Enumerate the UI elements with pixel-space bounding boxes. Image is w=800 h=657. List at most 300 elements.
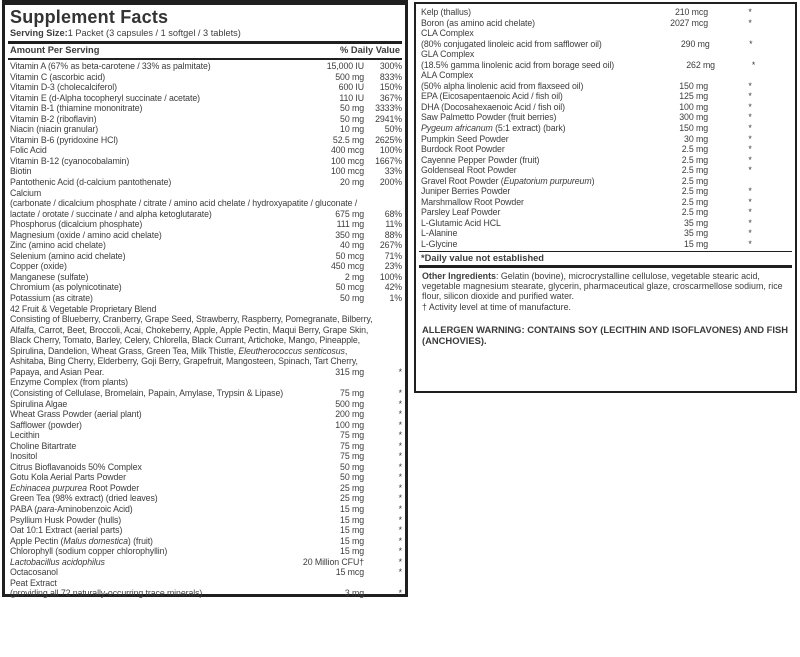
nutrient-amount	[368, 325, 391, 336]
nutrient-amount: 315 mg	[335, 366, 364, 377]
nutrient-name: 42 Fruit & Vegetable Proprietary Blend	[10, 303, 157, 314]
nutrient-row	[419, 91, 792, 102]
nutrient-daily-value: *	[398, 419, 402, 430]
nutrient-row	[8, 198, 402, 209]
nutrient-row	[419, 239, 792, 250]
nutrient-daily-value: *	[398, 430, 402, 441]
nutrient-row	[8, 536, 402, 547]
nutrient-name: Gotu Kola Aerial Parts Powder	[10, 472, 126, 483]
nutrient-daily-value	[708, 176, 792, 187]
nutrient-row	[8, 240, 402, 251]
nutrient-amount: 350 mg	[335, 229, 364, 240]
nutrient-daily-value: *	[398, 451, 402, 462]
nutrient-row	[8, 451, 402, 462]
nutrient-amount: 40 mg	[340, 240, 364, 251]
nutrient-daily-value	[384, 346, 402, 357]
nutrient-row	[8, 145, 402, 156]
nutrient-amount: 111 mg	[336, 219, 364, 230]
nutrient-amount: 2.5 mg	[681, 207, 708, 218]
nutrient-name: Goldenseal Root Powder	[421, 165, 517, 176]
nutrient-row	[8, 472, 402, 483]
nutrient-name: L-Glycine	[421, 239, 458, 250]
nutrient-row	[8, 177, 402, 188]
nutrient-row	[8, 493, 402, 504]
nutrient-name: Boron (as amino acid chelate)	[421, 17, 535, 28]
nutrient-daily-value: 71%	[384, 250, 402, 261]
nutrient-row	[419, 49, 792, 60]
nutrient-amount: 25 mg	[340, 493, 364, 504]
nutrient-amount	[347, 346, 384, 357]
nutrient-amount: 300 mg	[679, 112, 708, 123]
nutrient-name: Green Tea (98% extract) (dried leaves)	[10, 493, 158, 504]
nutrient-name: Marshmallow Root Powder	[421, 196, 524, 207]
nutrient-row	[8, 409, 402, 420]
nutrient-name: Oat 10:1 Extract (aerial parts)	[10, 525, 123, 536]
nutrient-amount: 2 mg	[344, 271, 364, 282]
nutrient-amount: 50 mcg	[335, 282, 364, 293]
nutrient-daily-value	[388, 335, 402, 346]
nutrient-amount: 50 mg	[340, 472, 364, 483]
nutrient-amount	[286, 578, 364, 589]
nutrient-row	[8, 304, 402, 315]
nutrient-amount	[598, 28, 708, 39]
nutrient-daily-value: 150%	[379, 82, 402, 93]
nutrient-amount: 2.5 mg	[681, 175, 708, 186]
nutrient-daily-value: *	[398, 472, 402, 483]
nutrient-amount: 100 mg	[679, 101, 708, 112]
nutrient-daily-value: *	[748, 144, 752, 155]
nutrient-amount: 2.5 mg	[681, 144, 708, 155]
nutrient-row	[419, 218, 792, 229]
nutrient-amount	[357, 198, 387, 209]
nutrient-row	[8, 420, 402, 431]
nutrient-daily-value: *	[748, 228, 752, 239]
daily-value-footnote: *Daily value not established	[419, 251, 792, 268]
other-ingredients-text: : Gelatin (bovine), microcrystalline cellulose, vegetable stearic acid, vegetable magnesium stearate, glycerin, pharmaceutical glaze, croscarmellose sodium, rice flour, silicon dioxide and purified water.	[422, 270, 783, 302]
nutrient-name: Safflower (powder)	[10, 419, 82, 430]
nutrient-daily-value: *	[398, 588, 402, 599]
nutrient-row	[8, 135, 402, 146]
nutrient-row	[8, 515, 402, 526]
nutrient-daily-value	[364, 377, 402, 388]
nutrient-row	[419, 28, 792, 39]
nutrient-daily-value: *	[398, 461, 402, 472]
nutrient-daily-value: 33%	[384, 166, 402, 177]
nutrient-name: Burdock Root Powder	[421, 144, 505, 155]
nutrient-amount: 2.5 mg	[681, 154, 708, 165]
nutrient-name: Magnesium (oxide / amino acid chelate)	[10, 229, 162, 240]
nutrient-daily-value: *	[748, 207, 752, 218]
nutrient-name: Vitamin E (d-Alpha tocopheryl succinate / acetate)	[10, 92, 200, 103]
panel-title: Supplement Facts	[10, 7, 169, 27]
nutrient-daily-value: 88%	[384, 229, 402, 240]
nutrient-daily-value	[391, 325, 402, 336]
nutrient-row	[8, 72, 402, 83]
nutrient-row	[419, 165, 792, 176]
nutrient-row	[8, 356, 402, 367]
nutrient-row	[8, 61, 402, 72]
nutrient-amount: 500 mg	[335, 71, 364, 82]
other-ingredients	[419, 271, 792, 302]
nutrient-daily-value: *	[748, 154, 752, 165]
nutrient-daily-value: 11%	[385, 219, 402, 230]
nutrient-daily-value	[364, 188, 402, 199]
nutrient-daily-value: 1667%	[375, 155, 402, 166]
nutrient-name: Juniper Berries Powder	[421, 186, 511, 197]
nutrient-row	[419, 60, 792, 71]
nutrient-name: Chromium (as polynicotinate)	[10, 282, 122, 293]
nutrient-row	[419, 123, 792, 134]
nutrient-daily-value: 367%	[379, 92, 402, 103]
nutrient-row	[8, 282, 402, 293]
nutrient-daily-value: 42%	[384, 282, 402, 293]
nutrient-row	[419, 18, 792, 29]
nutrient-daily-value	[708, 28, 792, 39]
nutrient-amount: 75 mg	[340, 430, 364, 441]
column-headers	[8, 44, 402, 60]
nutrient-name: Vitamin B-2 (riboflavin)	[10, 113, 97, 124]
nutrient-name: ALA Complex	[421, 70, 474, 81]
nutrient-amount: 2.5 mg	[681, 196, 708, 207]
nutrient-amount: 75 mg	[340, 387, 364, 398]
amount-per-serving-header: Amount Per Serving	[10, 45, 100, 55]
nutrient-row	[8, 567, 402, 578]
nutrient-name: Lecithin	[10, 430, 40, 441]
nutrient-amount: 2.5 mg	[681, 165, 708, 176]
nutrient-row	[8, 346, 402, 357]
nutrient-row	[8, 504, 402, 515]
nutrient-row	[419, 207, 792, 218]
nutrient-name: Vitamin D-3 (cholecalciferol)	[10, 82, 117, 93]
nutrient-daily-value: *	[748, 196, 752, 207]
nutrient-amount: 20 mg	[340, 177, 364, 188]
nutrient-name: EPA (Eicosapentaenoic Acid / fish oil)	[421, 91, 563, 102]
nutrient-row	[8, 525, 402, 536]
allergen-warning: ALLERGEN WARNING: CONTAINS SOY (LECITHIN AND ISOFLAVONES) AND FISH (ANCHOVIES).	[422, 323, 788, 346]
nutrient-amount	[598, 49, 708, 60]
nutrient-amount: 75 mg	[340, 451, 364, 462]
nutrient-row	[419, 70, 792, 81]
nutrient-row	[8, 377, 402, 388]
nutrient-name: CLA Complex	[421, 28, 474, 39]
nutrient-daily-value	[364, 578, 402, 589]
nutrient-row	[8, 314, 402, 325]
nutrient-amount	[598, 70, 708, 81]
nutrient-daily-value: 23%	[384, 261, 402, 272]
nutrient-amount: 262 mg	[686, 59, 715, 70]
nutrient-row	[8, 82, 402, 93]
supplement-facts-panel-continued	[414, 2, 797, 393]
nutrient-daily-value: *	[749, 38, 753, 49]
nutrient-daily-value	[364, 304, 402, 315]
nutrient-daily-value: *	[748, 91, 752, 102]
nutrient-name: Copper (oxide)	[10, 261, 67, 272]
nutrient-daily-value: *	[748, 217, 752, 228]
nutrient-name: lactate / orotate / succinate / and alpha ketoglutarate)	[10, 208, 212, 219]
nutrient-name: Vitamin C (ascorbic acid)	[10, 71, 106, 82]
nutrient-daily-value: *	[398, 514, 402, 525]
nutrient-row	[419, 102, 792, 113]
nutrient-daily-value: *	[748, 165, 752, 176]
nutrient-row	[8, 325, 402, 336]
nutrient-amount: 290 mg	[680, 38, 710, 49]
nutrient-daily-value: 100%	[379, 145, 402, 156]
nutrient-row	[8, 388, 402, 399]
nutrient-amount: 675 mg	[335, 208, 364, 219]
nutrient-amount	[286, 377, 364, 388]
nutrient-row	[8, 103, 402, 114]
nutrient-name: Inositol	[10, 451, 38, 462]
nutrient-name: Spirulina Algae	[10, 398, 68, 409]
nutrient-name: Wheat Grass Powder (aerial plant)	[10, 409, 142, 420]
nutrient-name: L-Glutamic Acid HCL	[421, 217, 501, 228]
nutrient-name: Niacin (niacin granular)	[10, 124, 99, 135]
nutrient-row	[419, 155, 792, 166]
nutrient-daily-value: *	[748, 7, 752, 17]
nutrient-name: Black Cherry, Tomato, Barley, Celery, Chlorella, Black Currant, Artichoke, Mango, Pineapple,	[10, 335, 360, 346]
nutrient-row	[419, 197, 792, 208]
nutrient-daily-value: *	[748, 123, 752, 134]
nutrient-amount: 2.5 mg	[681, 186, 708, 197]
nutrient-name: Chlorophyll (sodium copper chlorophyllin)	[10, 546, 168, 557]
nutrient-daily-value: 2941%	[375, 113, 402, 124]
nutrient-row	[8, 557, 402, 568]
nutrient-amount: 400 mcg	[330, 145, 364, 156]
nutrient-daily-value: *	[748, 101, 752, 112]
nutrient-row	[8, 272, 402, 283]
serving-size-line	[8, 28, 402, 44]
nutrient-row	[8, 93, 402, 104]
nutrient-name: Consisting of Blueberry, Cranberry, Grape Seed, Strawberry, Raspberry, Pomegranate, Bilberry,	[10, 314, 373, 325]
nutrient-daily-value: 1%	[389, 293, 402, 304]
nutrient-daily-value: 267%	[379, 240, 402, 251]
nutrient-daily-value	[708, 70, 792, 81]
nutrient-name: Apple Pectin (Malus domestica) (fruit)	[10, 535, 153, 546]
nutrient-amount: 125 mg	[679, 91, 708, 102]
nutrient-amount: 25 mg	[340, 482, 364, 493]
nutrient-row	[419, 176, 792, 187]
nutrient-name: Kelp (thallus)	[421, 7, 471, 17]
nutrient-name: (80% conjugated linoleic acid from safflower oil)	[421, 38, 602, 49]
nutrient-row	[8, 578, 402, 589]
nutrient-amount: 100 mg	[335, 419, 364, 430]
nutrient-name: Vitamin B-6 (pyridoxine HCl)	[10, 134, 119, 145]
nutrient-daily-value: 50%	[384, 124, 402, 135]
nutrient-name: Zinc (amino acid chelate)	[10, 240, 106, 251]
nutrient-row	[419, 112, 792, 123]
nutrient-row	[419, 144, 792, 155]
nutrient-amount	[286, 188, 364, 199]
nutrient-row	[8, 483, 402, 494]
nutrient-name: Pumpkin Seed Powder	[421, 133, 509, 144]
nutrient-amount: 15 mg	[340, 546, 364, 557]
nutrient-name: Echinacea purpurea Root Powder	[10, 482, 140, 493]
nutrient-row	[8, 367, 402, 378]
nutrient-amount: 10 mg	[340, 124, 364, 135]
nutrient-name: L-Alanine	[421, 228, 458, 239]
nutrient-name: Biotin	[10, 166, 32, 177]
nutrient-daily-value	[387, 198, 402, 209]
nutrient-name: PABA (para-Aminobenzoic Acid)	[10, 503, 133, 514]
nutrient-name: Choline Bitartrate	[10, 440, 77, 451]
nutrient-row	[419, 81, 792, 92]
nutrient-row	[8, 546, 402, 557]
nutrient-amount: 15 mg	[340, 514, 364, 525]
nutrient-row	[8, 209, 402, 220]
nutrient-daily-value: 200%	[379, 177, 402, 188]
nutrient-name: Papaya, and Asian Pear.	[10, 366, 105, 377]
nutrient-daily-value: *	[398, 493, 402, 504]
nutrient-amount: 100 mcg	[330, 155, 364, 166]
nutrient-name: Folic Acid	[10, 145, 47, 156]
nutrient-name: Lactobacillus acidophilus	[10, 556, 105, 567]
nutrient-name: Parsley Leaf Powder	[421, 207, 501, 218]
nutrient-row	[8, 293, 402, 304]
nutrient-name: (18.5% gamma linolenic acid from borage seed oil)	[421, 59, 615, 70]
nutrient-amount: 150 mg	[679, 123, 708, 134]
nutrient-amount: 50 mg	[340, 113, 364, 124]
nutrient-daily-value: *	[748, 133, 752, 144]
other-ingredients-label: Other Ingredients	[422, 270, 496, 281]
nutrient-row	[8, 399, 402, 410]
nutrient-daily-value: *	[398, 482, 402, 493]
nutrient-amount: 15 mg	[340, 535, 364, 546]
nutrient-name: Potassium (as citrate)	[10, 293, 93, 304]
nutrient-amount: 110 IU	[339, 92, 364, 103]
nutrient-amount: 50 mg	[340, 103, 364, 114]
nutrient-daily-value: *	[398, 398, 402, 409]
nutrient-daily-value: 833%	[379, 71, 402, 82]
nutrient-name: Vitamin B-1 (thiamine mononitrate)	[10, 103, 143, 114]
nutrient-amount: 50 mcg	[335, 250, 364, 261]
nutrient-daily-value: 3333%	[375, 103, 402, 114]
nutrient-row	[8, 335, 402, 346]
nutrient-name: DHA (Docosahexaenoic Acid / fish oil)	[421, 101, 565, 112]
nutrient-name: Enzyme Complex (from plants)	[10, 377, 128, 388]
nutrient-daily-value: *	[748, 112, 752, 123]
nutrient-amount: 15,000 IU	[326, 61, 364, 71]
nutrient-amount: 52.5 mg	[332, 134, 364, 145]
nutrient-name: Octacosanol	[10, 567, 58, 578]
nutrient-name: Psyllium Husk Powder (hulls)	[10, 514, 122, 525]
nutrient-daily-value: *	[398, 440, 402, 451]
nutrient-name: Ashitaba, Bing Cherry, Elderberry, Goji Berry, Grapefruit, Mangosteen, Spinach, Tart Cherry,	[10, 356, 358, 367]
nutrient-daily-value: *	[748, 17, 752, 28]
nutrient-row	[8, 188, 402, 199]
nutrient-amount: 15 mg	[340, 503, 364, 514]
nutrient-daily-value: *	[398, 409, 402, 420]
nutrient-amount: 150 mg	[679, 80, 708, 91]
nutrient-row	[8, 462, 402, 473]
nutrient-row	[8, 230, 402, 241]
nutrient-amount	[286, 304, 364, 315]
nutrient-daily-value: 68%	[384, 208, 402, 219]
nutrient-row	[8, 124, 402, 135]
nutrient-row	[8, 166, 402, 177]
nutrient-amount	[358, 356, 388, 367]
nutrient-daily-value	[388, 356, 402, 367]
nutrient-amount: 20 Million CFU†	[302, 556, 364, 567]
nutrient-daily-value: 2625%	[375, 134, 402, 145]
nutrient-name: Vitamin B-12 (cyanocobalamin)	[10, 155, 130, 166]
nutrient-name: Saw Palmetto Powder (fruit berries)	[421, 112, 557, 123]
nutrient-daily-value: *	[398, 535, 402, 546]
nutrient-name: Alfalfa, Carrot, Beet, Broccoli, Acai, Chokeberry, Apple, Apple Pectin, Maqui Berry, Grape Skin,	[10, 324, 369, 335]
nutrient-row	[419, 7, 792, 18]
nutrient-daily-value: 300%	[379, 61, 402, 71]
nutrient-daily-value: 100%	[379, 271, 402, 282]
nutrient-name: Spirulina, Dandelion, Wheat Grass, Green Tea, Milk Thistle, Eleutherococcus senticosus,	[10, 345, 348, 356]
nutrient-name: Pygeum africanum (5:1 extract) (bark)	[421, 123, 566, 134]
nutrient-row	[419, 39, 792, 50]
nutrient-name: (Consisting of Cellulase, Bromelain, Papain, Amylase, Trypsin & Lipase)	[10, 387, 284, 398]
left-nutrient-rows	[8, 60, 402, 599]
nutrient-amount: 100 mcg	[330, 166, 364, 177]
right-nutrient-rows	[419, 6, 792, 250]
nutrient-row	[419, 134, 792, 145]
nutrient-amount: 210 mcg	[674, 7, 708, 17]
nutrient-amount: 450 mcg	[330, 261, 364, 272]
nutrient-amount: 600 IU	[338, 82, 364, 93]
activity-level-note: † Activity level at time of manufacture.	[422, 302, 571, 313]
daily-value-header: % Daily Value	[340, 45, 400, 55]
nutrient-daily-value: *	[398, 503, 402, 514]
nutrient-name: Pantothenic Acid (d-calcium pantothenate)	[10, 177, 172, 188]
nutrient-amount	[372, 314, 392, 325]
nutrient-name: Phosphorus (dicalcium phosphate)	[10, 219, 143, 230]
nutrient-amount: 15 mg	[684, 239, 708, 250]
nutrient-daily-value	[392, 314, 402, 325]
nutrient-name: Vitamin A (67% as beta-carotene / 33% as palmitate)	[10, 61, 211, 71]
nutrient-daily-value	[708, 49, 792, 60]
nutrient-daily-value: *	[398, 525, 402, 536]
nutrient-name: Peat Extract	[10, 577, 57, 588]
nutrient-amount: 75 mg	[340, 440, 364, 451]
nutrient-daily-value: *	[751, 59, 756, 70]
nutrient-name: Citrus Bioflavanoids 50% Complex	[10, 461, 142, 472]
nutrient-amount: 30 mg	[684, 133, 708, 144]
nutrient-amount: 3 mg	[344, 588, 364, 599]
nutrient-amount: 15 mg	[340, 525, 364, 536]
nutrient-row	[8, 588, 402, 599]
nutrient-name: GLA Complex	[421, 49, 475, 60]
nutrient-amount: 200 mg	[335, 409, 364, 420]
nutrient-amount: 35 mg	[684, 217, 708, 228]
nutrient-daily-value: *	[748, 80, 752, 91]
nutrient-amount: 50 mg	[340, 461, 364, 472]
supplement-facts-panel	[2, 0, 408, 597]
nutrient-name: (50% alpha linolenic acid from flaxseed oil)	[421, 80, 584, 91]
nutrient-name: (carbonate / dicalcium phosphate / citrate / amino acid chelate / hydroxyapatite / gluconate /	[10, 198, 358, 209]
nutrient-daily-value: *	[748, 239, 752, 250]
nutrient-amount	[360, 335, 388, 346]
nutrient-name: Gravel Root Powder (Eupatorium purpureum)	[421, 175, 595, 186]
nutrient-amount: 15 mcg	[335, 567, 364, 578]
nutrient-name: Calcium	[10, 187, 42, 198]
nutrient-daily-value: *	[398, 387, 402, 398]
nutrient-row	[419, 228, 792, 239]
nutrient-daily-value: *	[398, 567, 402, 578]
nutrient-daily-value: *	[748, 186, 752, 197]
nutrient-amount: 35 mg	[684, 228, 708, 239]
nutrient-name: (providing all 72 naturally-occurring trace minerals)	[10, 588, 203, 599]
nutrient-daily-value: *	[398, 556, 402, 567]
nutrient-row	[8, 114, 402, 125]
nutrient-row	[8, 219, 402, 230]
nutrient-amount: 500 mg	[335, 398, 364, 409]
nutrient-row	[8, 261, 402, 272]
nutrient-name: Cayenne Pepper Powder (fruit)	[421, 154, 540, 165]
